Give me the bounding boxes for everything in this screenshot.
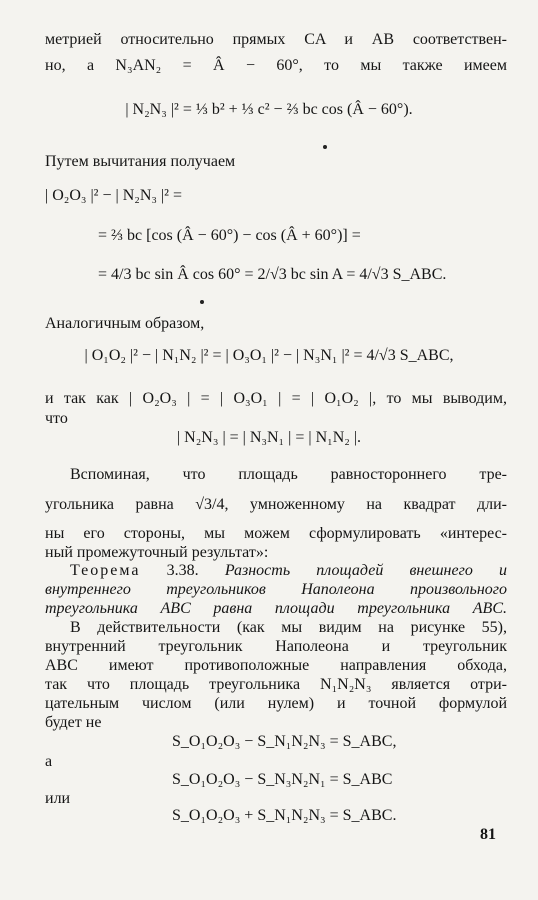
print-speck <box>323 145 327 149</box>
page-number: 81 <box>480 826 496 843</box>
text-line: Аналогичным образом, <box>45 315 205 332</box>
text-line: ны его стороны, мы можем сформулировать «интерес- <box>45 525 507 542</box>
theorem-line <box>45 599 507 619</box>
formula: S_O₁O₂O₃ − S_N₃N₂N₁ = S_ABC <box>172 771 393 788</box>
text-line: Вспоминая, что площадь равностороннего тре- <box>70 466 507 483</box>
text-line: будет не <box>45 714 102 731</box>
text-line: но, а N₃AN₂ = Â − 60°, то мы также имеем <box>45 57 507 74</box>
text-line: цательным числом (или нулем) и точной формулой <box>45 695 507 712</box>
text-line: ABC имеют противоположные направления обхода, <box>45 657 507 674</box>
formula: | N₂N₃ |² = ⅓ b² + ⅓ c² − ⅔ bc cos (Â − 60°). <box>125 101 413 118</box>
theorem-number: 3.38. <box>140 562 225 579</box>
text-line: Путем вычитания получаем <box>45 153 236 170</box>
text-line: а <box>45 753 53 770</box>
formula: = 4/3 bc sin Â cos 60° = 2/√3 bc sin A = 4/√3 S_ABC. <box>98 266 447 283</box>
text-line: ный промежуточный результат»: <box>45 544 269 561</box>
text-line: или <box>45 790 71 807</box>
text-line: метрией относительно прямых CA и AB соответствен- <box>45 31 507 48</box>
text-line: В действительности (как мы видим на рисунке 55), <box>70 619 507 636</box>
text-line: угольника равна √3/4, умноженному на квадрат дли- <box>45 496 507 513</box>
formula: | N₂N₃ | = | N₃N₁ | = | N₁N₂ |. <box>176 429 362 446</box>
theorem-text: треугольника ABC равна площади треугольника ABC. <box>45 600 507 617</box>
formula: | O₁O₂ |² − | N₁N₂ |² = | O₃O₁ |² − | N₃N₁ |² = 4/√3 S_ABC, <box>84 347 454 364</box>
formula: S_O₁O₂O₃ − S_N₁N₂N₃ = S_ABC, <box>172 733 397 750</box>
text-line: так что площадь треугольника N₁N₂N₃ является отри- <box>45 676 507 693</box>
theorem-line <box>45 580 507 600</box>
text-line: и так как | O₂O₃ | = | O₃O₁ | = | O₁O₂ |, то мы выводим, <box>45 390 507 407</box>
text-line: что <box>45 410 68 427</box>
theorem-line <box>70 561 507 581</box>
theorem-text: внутреннего треугольников Наполеона произвольного <box>45 581 507 598</box>
theorem-label: Теорема <box>70 562 141 579</box>
formula: = ⅔ bc [cos (Â − 60°) − cos (Â + 60°)] = <box>98 227 361 244</box>
print-speck <box>200 300 204 304</box>
formula: | O₂O₃ |² − | N₂N₃ |² = <box>45 187 182 204</box>
theorem-text: Разность площадей внешнего и <box>224 562 507 579</box>
formula: S_O₁O₂O₃ + S_N₁N₂N₃ = S_ABC. <box>172 807 397 824</box>
text-line: внутренний треугольник Наполеона и треугольник <box>45 638 507 655</box>
